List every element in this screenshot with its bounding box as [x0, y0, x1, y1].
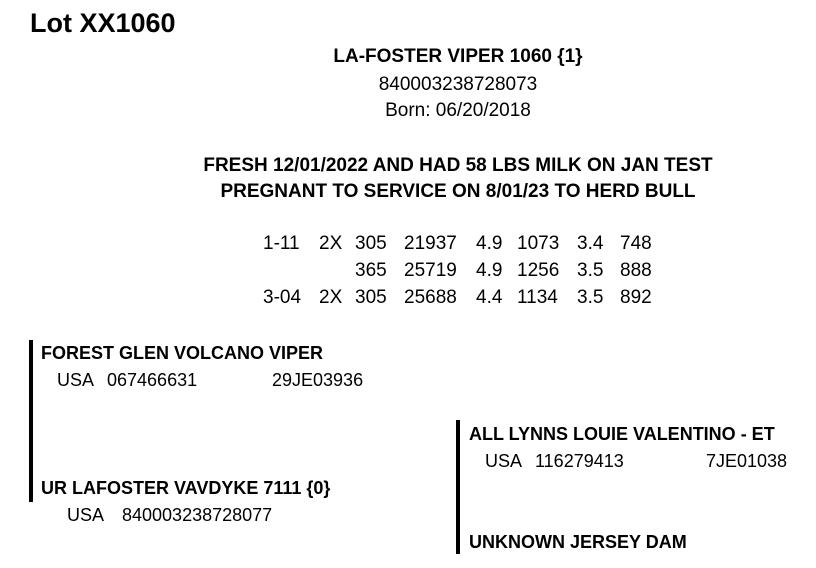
record-milkings: 2X [319, 287, 343, 308]
pedigree-dam-bar [29, 420, 33, 502]
record-days: 305 [355, 233, 387, 254]
record-milkings: 2X [319, 233, 343, 254]
dam-sire-country: USA [485, 451, 523, 471]
record-days: 365 [355, 260, 387, 281]
pedigree-sire-bar [29, 340, 33, 420]
sire-country: USA [57, 370, 95, 390]
record-row [0, 260, 816, 284]
record-row [0, 287, 816, 311]
animal-name: LA-FOSTER VIPER 1060 {1} [333, 46, 583, 67]
sire-name: FOREST GLEN VOLCANO VIPER [41, 343, 324, 363]
pedigree-dam-sire-bar [456, 420, 460, 500]
record-row [0, 233, 816, 257]
lot-number: Lot XX1060 [30, 8, 176, 38]
record-age: 3-04 [263, 287, 302, 308]
record-protein-pct: 3.4 [577, 233, 604, 254]
sire-code: 29JE03936 [272, 370, 364, 390]
record-protein-pct: 3.5 [577, 260, 604, 281]
dam-sire-name: ALL LYNNS LOUIE VALENTINO - ET [469, 424, 775, 444]
note-pregnant: PREGNANT TO SERVICE ON 8/01/23 TO HERD BULL [220, 181, 696, 202]
pedigree-dam-dam-bar [456, 500, 460, 554]
record-milk: 25688 [404, 287, 457, 308]
record-protein: 748 [620, 233, 652, 254]
record-fat: 1134 [517, 287, 558, 308]
record-fat-pct: 4.9 [476, 233, 503, 254]
record-milk: 25719 [404, 260, 457, 281]
record-protein-pct: 3.5 [577, 287, 604, 308]
record-days: 305 [355, 287, 387, 308]
production-records [0, 233, 816, 317]
dam-country: USA [67, 505, 105, 525]
record-fat-pct: 4.4 [476, 287, 503, 308]
dam-registration: 840003238728077 [122, 505, 273, 525]
dam-sire-code: 7JE01038 [706, 451, 788, 471]
record-milk: 21937 [404, 233, 457, 254]
record-fat: 1256 [517, 260, 560, 281]
animal-id: 840003238728073 [378, 74, 538, 95]
record-protein: 888 [620, 260, 652, 281]
sire-registration: 067466631 [107, 370, 198, 390]
record-fat: 1073 [517, 233, 560, 254]
record-age: 1-11 [263, 233, 300, 254]
record-fat-pct: 4.9 [476, 260, 503, 281]
record-protein: 892 [620, 287, 652, 308]
note-fresh: FRESH 12/01/2022 AND HAD 58 LBS MILK ON JAN TEST [203, 155, 713, 176]
dam-sire-registration: 116279413 [535, 451, 624, 471]
dam-dam-name: UNKNOWN JERSEY DAM [469, 532, 687, 552]
dam-name: UR LAFOSTER VAVDYKE 7111 {0} [41, 478, 331, 498]
animal-birth-date: Born: 06/20/2018 [385, 100, 531, 121]
